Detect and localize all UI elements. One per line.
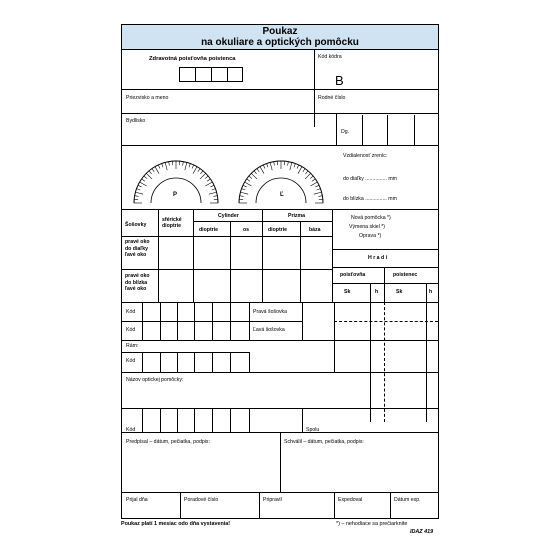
received-label: Prijal dňa (126, 497, 148, 503)
row-near: pravé oko do blízka ľavé oko (125, 273, 150, 292)
dial-tick (314, 192, 322, 194)
ready-label: Pripravil (263, 497, 282, 503)
dial-tick (162, 164, 163, 168)
dial-tick (200, 173, 206, 179)
dial-tick (135, 196, 139, 197)
dial-tick (260, 167, 264, 174)
left-lens-label: Ľavá šošovka (253, 327, 285, 333)
col-cyl-diopters: dioptrie (199, 227, 219, 233)
dial-tick (257, 169, 259, 172)
dial-tick (310, 176, 313, 179)
dial-tick (243, 185, 247, 187)
dial-tick (318, 196, 322, 197)
col-sphere: sférické dioptrie (162, 217, 182, 229)
right-eye-axis-dial (126, 147, 226, 207)
dial-tick (193, 167, 197, 174)
code-label-1: Kód (126, 309, 136, 315)
dial-tick (290, 162, 292, 170)
row-far: pravé oko do diaľky ľavé oko (125, 239, 150, 258)
replacement-label: Výmena skiel *) (349, 224, 386, 230)
form-header (122, 25, 438, 50)
dial-tick (155, 167, 159, 174)
dial-tick (192, 165, 194, 169)
col-prism: Prizma (288, 213, 306, 219)
dial-tick (152, 169, 154, 172)
diagnosis-code-label: Kód kódra (318, 54, 342, 60)
prescription-form (121, 24, 439, 519)
sk-col-2: Sk (396, 289, 403, 295)
new-aid-label: Nová pomôcka *) (351, 215, 391, 221)
dial-tick (317, 189, 321, 190)
repair-label: Oprava *) (359, 233, 382, 239)
diagnosis-code-value[interactable]: B (335, 73, 344, 88)
pupil-distance-label: Vzdialenosť zreníc: (343, 153, 388, 159)
patient-name-label: Priezvisko a meno (126, 95, 169, 101)
col-lenses: Šošovky (125, 222, 147, 228)
dial-tick (240, 196, 244, 197)
dial-tick (142, 179, 145, 181)
frame-label: Rám: (126, 343, 139, 349)
dial-tick (210, 185, 214, 187)
dial-tick (267, 164, 268, 168)
dial-tick (144, 176, 147, 179)
insurer-label: Zdravotná poisťovňa poistenca (149, 56, 236, 62)
dial-tick (312, 179, 315, 181)
dial-tick (213, 196, 217, 197)
dial-tick (207, 179, 210, 181)
code-label-3: Kód (126, 358, 136, 364)
h-col-2: h (429, 289, 433, 295)
form-code: IDAZ 419 (410, 529, 434, 535)
dial-tick (310, 182, 317, 186)
code-label-2: Kód (126, 327, 136, 333)
dial-tick (158, 165, 160, 169)
insurer-col: poisťovňa (340, 272, 366, 278)
dial-tick (315, 185, 319, 187)
dial-tick (242, 189, 246, 190)
dial-tick (298, 167, 302, 174)
dial-tick (249, 176, 252, 179)
pays-label: H r a d í (368, 255, 388, 261)
dial-tick (205, 182, 212, 186)
dial-tick (138, 185, 142, 187)
right-lens-label: Pravá šošovka (253, 309, 288, 315)
validity-note: Poukaz platí 1 mesiac odo dňa vystavenia! (121, 521, 231, 527)
aid-name-label: Názov optickej pomôcky: (126, 377, 184, 383)
right-eye-label: P (173, 192, 178, 198)
dispatch-date-label: Dátum exp. (394, 497, 421, 503)
dial-tick (209, 192, 217, 194)
sk-col-1: Sk (344, 289, 351, 295)
order-label: Poradové číslo (184, 497, 219, 503)
col-axis: os (243, 227, 250, 233)
approved-label: Schválil – dátum, pečiatka, podpis: (284, 439, 364, 445)
dial-tick (140, 182, 147, 186)
dial-tick (137, 189, 141, 190)
dial-tick (288, 162, 289, 166)
col-prism-diopters: dioptrie (268, 227, 288, 233)
dial-tick (205, 176, 208, 179)
left-eye-label: Ľ (280, 192, 284, 198)
left-eye-axis-dial (231, 147, 331, 207)
dial-tick (200, 171, 203, 174)
dial-tick (183, 162, 184, 166)
dial-tick (198, 169, 200, 172)
pupil-distance-near[interactable]: do blízka ............... mm (343, 196, 397, 202)
dial-tick (185, 162, 187, 170)
dial-tick (305, 173, 311, 179)
residence-label: Bydlisko (126, 118, 146, 124)
dial-tick (245, 182, 252, 186)
birth-number-label: Rodné číslo (318, 95, 346, 101)
dial-tick (189, 164, 190, 168)
h-col-1: h (375, 289, 379, 295)
dispatched-label: Expedoval (338, 497, 363, 503)
col-base: báza (309, 227, 321, 233)
dial-tick (294, 164, 295, 168)
pupil-distance-far[interactable]: do diaľky ............... mm (343, 176, 397, 182)
dial-tick (247, 179, 250, 181)
dial-tick (251, 173, 257, 179)
dial-tick (263, 165, 265, 169)
dg-label: Dg. (341, 129, 350, 135)
form-title: Poukaz (262, 26, 298, 37)
code-label-4: Kód (126, 427, 136, 433)
dial-tick (270, 162, 272, 170)
dial-tick (303, 169, 305, 172)
strike-note: *) – nehodiace sa prečiarknite (336, 521, 408, 527)
count-label: Spolu (306, 427, 320, 433)
dial-tick (254, 171, 257, 174)
prescriber-label: Predpísal – dátum, pečiatka, podpis: (126, 439, 210, 445)
dial-tick (305, 171, 308, 174)
form-subtitle: na okuliare a optických pomôcku (201, 37, 359, 48)
dial-tick (240, 192, 248, 194)
dial-tick (149, 171, 152, 174)
col-cylinder: Cylinder (218, 213, 239, 219)
dial-tick (297, 165, 299, 169)
dial-tick (274, 162, 275, 166)
insured-col: poistenec (393, 272, 418, 278)
dial-tick (165, 162, 167, 170)
dial-tick (146, 173, 152, 179)
dial-tick (169, 162, 170, 166)
dial-tick (135, 192, 143, 194)
dial-tick (212, 189, 216, 190)
